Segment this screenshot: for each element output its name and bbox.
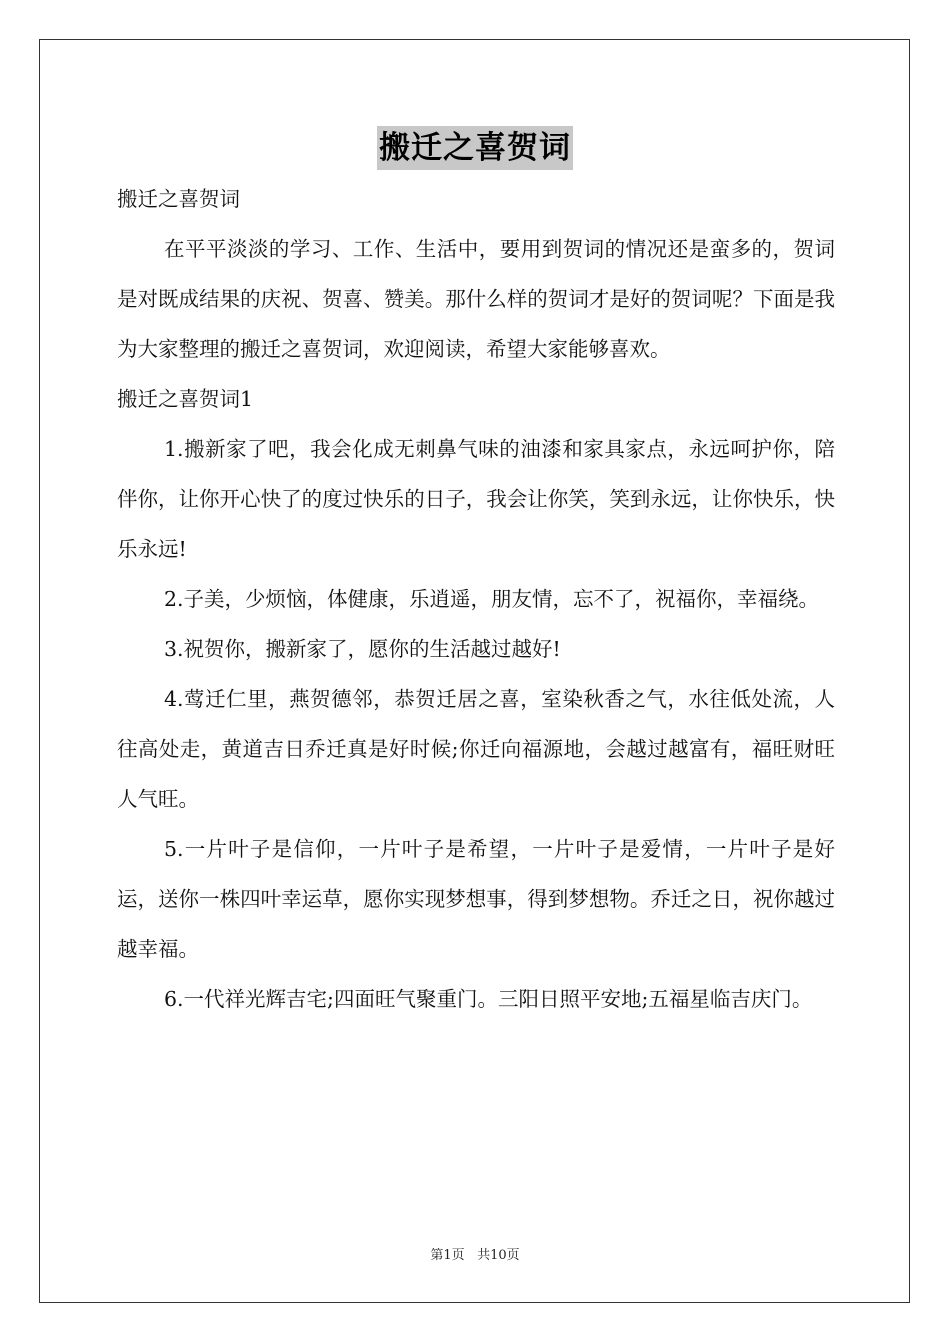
- greeting-item-1: 1.搬新家了吧，我会化成无刺鼻气味的油漆和家具家点，永远呵护你，陪伴你，让你开心快了的度过快乐的日子，我会让你笑，笑到永远，让你快乐，快乐永远!: [117, 437, 835, 561]
- section-heading: 搬迁之喜贺词1: [117, 387, 254, 411]
- document-title: 搬迁之喜贺词: [377, 126, 573, 170]
- subtitle: 搬迁之喜贺词: [117, 187, 240, 211]
- greeting-item-5: 5.一片叶子是信仰，一片叶子是希望，一片叶子是爱情，一片叶子是好运，送你一株四叶幸运草，愿你实现梦想事，得到梦想物。乔迁之日，祝你越过越幸福。: [117, 837, 835, 961]
- intro-paragraph: 在平平淡淡的学习、工作、生活中，要用到贺词的情况还是蛮多的，贺词是对既成结果的庆祝、贺喜、赞美。那什么样的贺词才是好的贺词呢？下面是我为大家整理的搬迁之喜贺词，欢迎阅读，希望大家能够喜欢。: [117, 237, 835, 361]
- page-footer: [0, 1246, 950, 1266]
- greeting-item-4: 4.莺迁仁里，燕贺德邻，恭贺迁居之喜，室染秋香之气，水往低处流，人往高处走，黄道吉日乔迁真是好时候;你迁向福源地，会越过越富有，福旺财旺人气旺。: [117, 687, 835, 811]
- title-container: [0, 126, 950, 170]
- greeting-item-2: 2.子美，少烦恼，体健康，乐逍遥，朋友情，忘不了，祝福你，幸福绕。: [164, 587, 820, 611]
- page-total: 共10页: [477, 1248, 520, 1263]
- greeting-item-6: 6.一代祥光辉吉宅;四面旺气聚重门。三阳日照平安地;五福星临吉庆门。: [164, 987, 813, 1011]
- document-body: [117, 174, 835, 1024]
- page-number: 第1页: [430, 1248, 465, 1263]
- greeting-item-3: 3.祝贺你，搬新家了，愿你的生活越过越好!: [164, 637, 561, 661]
